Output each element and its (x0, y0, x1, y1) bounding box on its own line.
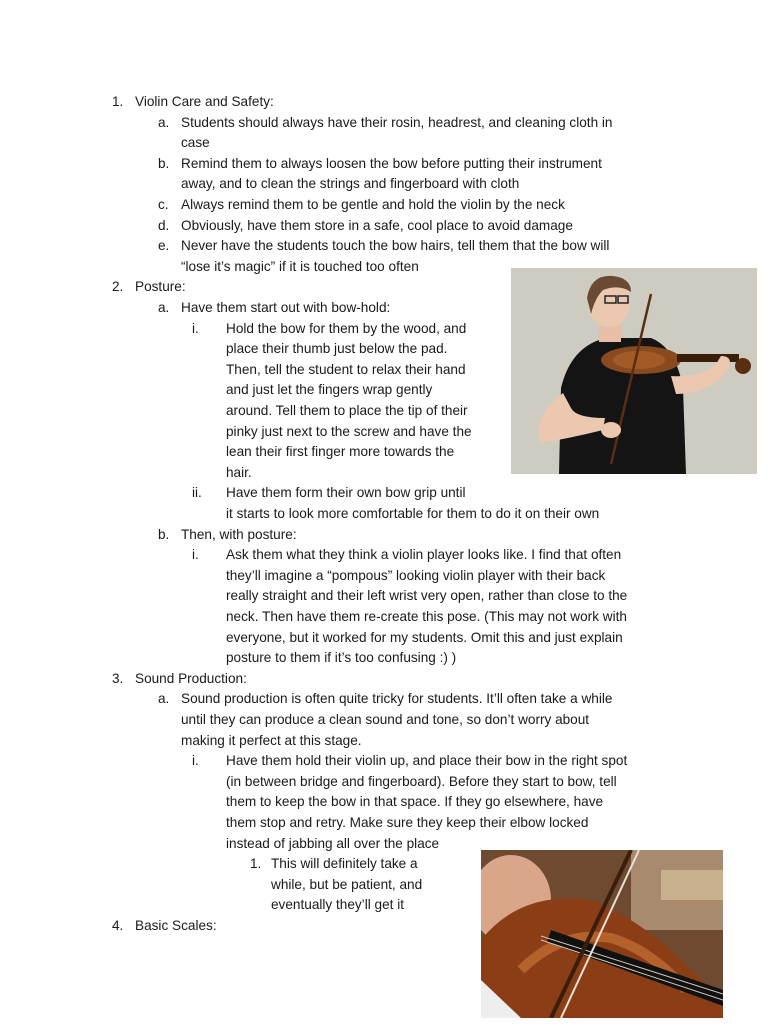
list-item-text: Obviously, have them store in a safe, cool place to avoid damage (181, 217, 573, 233)
list-marker: b. (158, 526, 170, 542)
list-marker: i. (192, 320, 199, 336)
list-marker: a. (158, 691, 170, 707)
section-heading: Sound Production: (135, 670, 247, 686)
list-item-text: Sound production is often quite tricky for students. It’ll often take a while (181, 691, 613, 707)
list-item-text: Never have the students touch the bow hairs, tell them that the bow will (181, 238, 610, 254)
list-item-text: Have them hold their violin up, and place their bow in the right spot (226, 753, 628, 769)
list-marker: i. (192, 753, 199, 769)
list-item-text: Remind them to always loosen the bow before putting their instrument (181, 155, 602, 171)
list-marker: b. (158, 155, 170, 171)
list-item-text: Have them form their own bow grip until (226, 485, 466, 501)
list-item-text: (in between bridge and fingerboard). Before they start to bow, tell (226, 773, 617, 789)
list-item-text: case (181, 135, 210, 151)
list-marker: d. (158, 217, 170, 233)
section-number: 4. (112, 918, 124, 933)
violinist-posture-photo (511, 268, 757, 474)
list-item-text: Have them start out with bow-hold: (181, 300, 391, 315)
list-item-text: them to keep the bow in that space. If they go elsewhere, have (226, 794, 604, 810)
list-marker: i. (192, 547, 199, 563)
list-item-text: neck. Then have them re-create this pose. (This may not work with (226, 609, 627, 624)
section-heading: Basic Scales: (135, 918, 217, 933)
list-marker: 1. (250, 856, 262, 872)
violin-closeup-image (481, 850, 723, 1018)
list-item-text: making it perfect at this stage. (181, 732, 362, 748)
section-heading: Posture: (135, 279, 186, 295)
list-item-text: lean their first finger more towards the (226, 444, 455, 460)
violin-bow-closeup-photo (481, 850, 723, 1018)
section-heading: Violin Care and Safety: (135, 94, 274, 109)
list-item-text: hair. (226, 464, 252, 480)
list-item-text: eventually they’ll get it (271, 897, 404, 913)
list-marker: ii. (192, 485, 202, 501)
section-number: 3. (112, 670, 124, 686)
list-marker: a. (158, 114, 170, 130)
list-item-text: posture to them if it’s too confusing :) ) (226, 650, 457, 666)
section-number: 2. (112, 279, 124, 295)
list-item-text: Always remind them to be gentle and hold the violin by the neck (181, 197, 565, 212)
list-item-text: and just let the fingers wrap gently (226, 382, 433, 398)
list-item-text: while, but be patient, and (271, 876, 423, 892)
list-item-text: everyone, but it worked for my students. Omit this and just explain (226, 629, 623, 645)
list-item-text: pinky just next to the screw and have the (226, 423, 472, 439)
list-item-text: Then, with posture: (181, 526, 297, 542)
list-item-text: away, and to clean the strings and fingerboard with cloth (181, 176, 520, 192)
list-item-text: around. Tell them to place the tip of their (226, 403, 468, 418)
list-item-text: really straight and their left wrist very open, rather than close to the (226, 588, 628, 604)
list-item-text: Then, tell the student to relax their hand (226, 361, 466, 377)
list-item-text: they’ll imagine a “pompous” looking violin player with their back (226, 567, 606, 583)
list-item-text: Hold the bow for them by the wood, and (226, 320, 467, 336)
list-item-text: them stop and retry. Make sure they keep their elbow locked (226, 815, 589, 830)
list-item-text: until they can produce a clean sound and tone, so don’t worry about (181, 712, 590, 727)
list-marker: a. (158, 300, 170, 315)
list-item-text: instead of jabbing all over the place (226, 835, 440, 851)
list-marker: e. (158, 238, 170, 254)
list-item-text: “lose it’s magic” if it is touched too often (181, 258, 419, 274)
list-marker: c. (158, 197, 169, 212)
list-item-text: Ask them what they think a violin player looks like. I find that often (226, 547, 622, 563)
list-item-text: Students should always have their rosin, headrest, and cleaning cloth in (181, 114, 613, 130)
violinist-image (511, 268, 757, 474)
list-item-text: it starts to look more comfortable for them to do it on their own (226, 506, 600, 521)
section-number: 1. (112, 94, 124, 109)
list-item-text: This will definitely take a (271, 856, 418, 872)
list-item-text: place their thumb just below the pad. (226, 341, 448, 357)
